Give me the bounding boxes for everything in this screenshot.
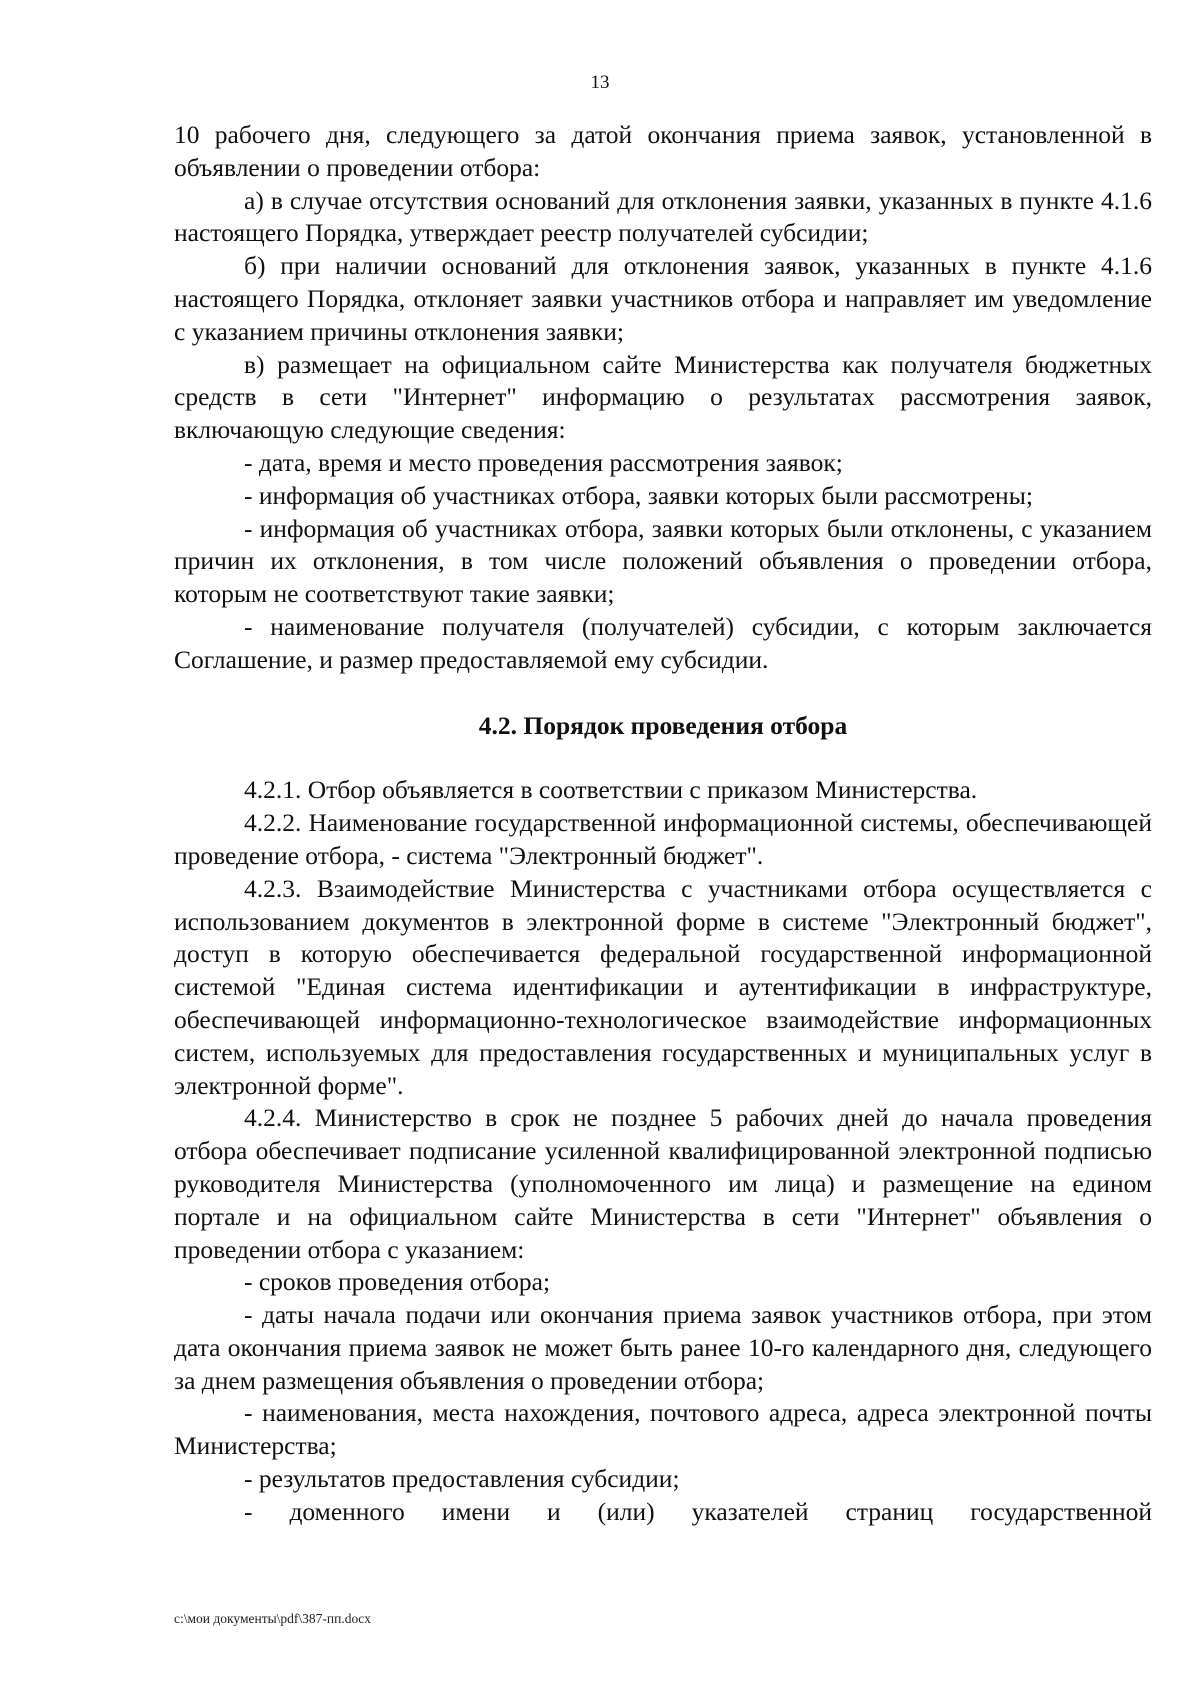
list-item: - доменного имени и (или) указателей страниц государственной bbox=[244, 1496, 1152, 1526]
list-item: - информация об участниках отбора, заявки которых были рассмотрены; bbox=[244, 480, 1033, 510]
paragraph: а) в случае отсутствия оснований для отклонения заявки, указанных в пункте 4.1.6 настоящего Порядка, утверждает реестр получателей субсидии; bbox=[174, 185, 1152, 248]
list-item: - информация об участниках отбора, заявки которых были отклонены, с указанием причин их отклонения, в том числе положений объявления о проведении отбора, которым не соответствуют такие заявки; bbox=[174, 513, 1152, 609]
paragraph: 4.2.1. Отбор объявляется в соответствии с приказом Министерства. bbox=[244, 775, 978, 805]
section-heading: 4.2. Порядок проведения отбора bbox=[478, 710, 848, 740]
list-item: - результатов предоставления субсидии; bbox=[244, 1464, 680, 1494]
list-item: - дата, время и место проведения рассмотрения заявок; bbox=[244, 447, 843, 477]
paragraph: в) размещает на официальном сайте Министерства как получателя бюджетных средств в сети "Интернет" информацию о результатах рассмотрения заявок, включающую следующие сведения: bbox=[174, 349, 1152, 445]
paragraph: 4.2.3. Взаимодействие Министерства с участниками отбора осуществляется с использованием документов в электронной форме в системе "Электронный бюджет", доступ в которую обеспечивается федеральной государственной информационной системой "Единая система идентификации и аутентификации в инфраструктуре, обеспечивающей информационно-технологическое взаимодействие информационных систем, используемых для предоставления государственных и муниципальных услуг в электронной форме". bbox=[174, 873, 1152, 1100]
list-item: - сроков проведения отбора; bbox=[244, 1267, 551, 1297]
paragraph: 4.2.4. Министерство в срок не позднее 5 рабочих дней до начала проведения отбора обеспечивает подписание усиленной квалифицированной электронной подписью руководителя Министерства (уполномоченного им лица) и размещение на едином портале и на официальном сайте Министерства в сети "Интернет" объявления о проведении отбора с указанием: bbox=[174, 1103, 1152, 1264]
footer-file-path: c:\мои документы\pdf\387-пп.docx bbox=[174, 1611, 371, 1626]
paragraph: б) при наличии оснований для отклонения заявок, указанных в пункте 4.1.6 настоящего Порядка, отклоняет заявки участников отбора и направляет им уведомление с указанием причины отклонения заявки; bbox=[174, 251, 1152, 346]
paragraph: 10 рабочего дня, следующего за датой окончания приема заявок, установленной в объявлении о проведении отбора: bbox=[174, 120, 1152, 182]
list-item: - наименование получателя (получателей) субсидии, с которым заключается Соглашение, и размер предоставляемой ему субсидии. bbox=[174, 611, 1152, 674]
paragraph: 4.2.2. Наименование государственной информационной системы, обеспечивающей проведение отбора, - система "Электронный бюджет". bbox=[174, 808, 1152, 870]
page-number: 13 bbox=[590, 72, 610, 93]
list-item: - даты начала подачи или окончания приема заявок участников отбора, при этом дата окончания приема заявок не может быть ранее 10-го календарного дня, следующего за днем размещения объявления о проведении отбора; bbox=[174, 1300, 1152, 1395]
list-item: - наименования, места нахождения, почтового адреса, адреса электронной почты Министерства; bbox=[174, 1398, 1152, 1461]
document-body bbox=[174, 119, 1152, 1529]
